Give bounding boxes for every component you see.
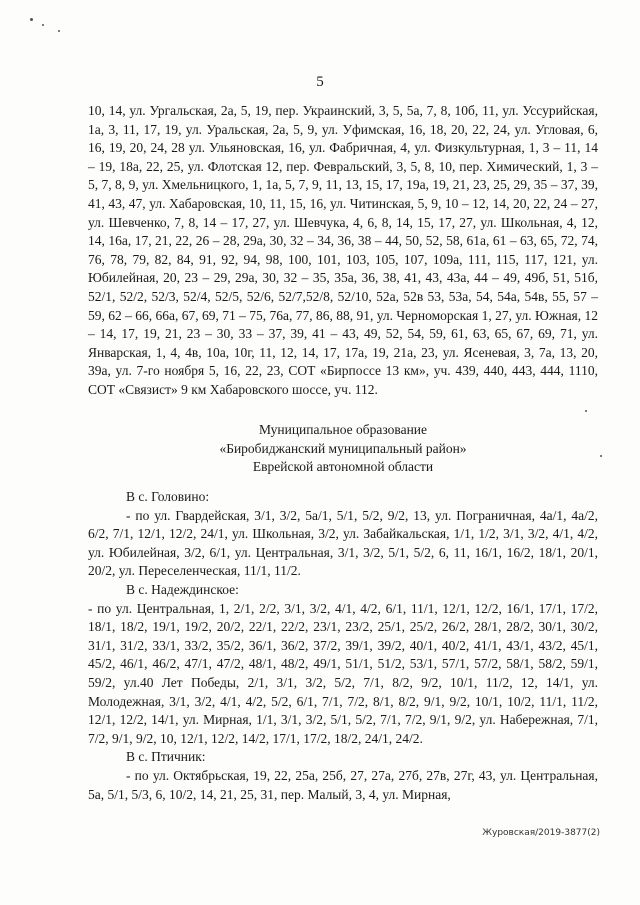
section-heading: [88, 421, 598, 477]
nadezhdenskoe-title: В с. Надеждинское:: [126, 581, 239, 597]
settlements-list: [88, 488, 598, 804]
paragraph-streets: 10, 14, ул. Ургальская, 2а, 5, 19, пер. Украинский, 3, 5, 5а, 7, 8, 10б, 11, ул. Уссурийская, 1а, 3, 11, 17, 19, ул. Уральская, 2а, 5, 9, ул. Уфимская, 16, 18, 20, 22, 24, ул. Угловая, 6, 16, 19, 20, 24, 28 ул. Ульяновская, 16, ул. Фабричная, 4, ул. Физкультурная, 1, 3 – 11, 14 – 19, 18а, 22, 25, ул. Флотская 12, пер. Февральский, 3, 5, 8, 10, пер. Химический, 1, 3 –5, 7, 8, 9, ул. Хмельницкого, 1, 1а, 5, 7, 9, 11, 13, 15, 17, 19а, 19, 21, 23, 25, 29, 35 – 37, 39, 41, 43, 47, ул. Хабаровская, 10, 11, 15, 16, ул. Читинская, 5, 9, 10 – 12, 14, 20, 22, 24 – 27, ул. Шевченко, 7, 8, 14 – 17, 27, ул. Шевчука, 4, 6, 8, 14, 15, 17, 27, ул. Школьная, 4, 12, 14, 16а, 17, 21, 22, 26 – 28, 29а, 30, 32 – 34, 36, 38 – 44, 50, 52, 58, 61а, 61 – 63, 65, 72, 74, 76, 78, 79, 82, 84, 91, 92, 94, 98, 100, 101, 103, 105, 107, 109а, 111, 115, 117, 121, ул. Юбилейная, 20, 23 – 29, 29а, 30, 32 – 35, 35а, 36, 38, 41, 43, 43а, 44 – 49, 49б, 51, 51б, 52/1, 52/2, 52/3, 52/4, 52/5, 52/6, 52/7,52/8, 52/10, 52а, 52в 53, 53а, 54, 54а, 54в, 55, 57 – 59, 62 – 66, 66а, 67, 69, 71 – 75, 76а, 77, 86, 88, 91, ул. Черноморская 1, 27, ул. Южная, 12 – 14, 17, 19, 21, 23 – 30, 33 – 37, 39, 41 – 43, 49, 52, 54, 59, 61, 63, 65, 67, 69, 71, ул. Январская, 1, 4, 4в, 10а, 10г, 11, 12, 14, 17, 17а, 19, 21а, 23, ул. Ясеневая, 3, 7а, 13, 20, 39а, ул. 7-го ноября 5, 16, 22, 23, СОТ «Бирпоссе 13 км», уч. 439, 440, 443, 444, 1110, СОТ «Связист» 9 км Хабаровского шоссе, уч. 112.: [88, 103, 599, 397]
heading-line-2: «Биробиджанский муниципальный район»: [219, 440, 467, 456]
nadezhdenskoe-text: - по ул. Центральная, 1, 2/1, 2/2, 3/1, 3/2, 4/1, 4/2, 6/1, 11/1, 12/1, 12/2, 16/1, 17/1, 17/2, 18/1, 18/2, 19/1, 19/2, 20/2, 22/1, 22/2, 23/1, 23/2, 25/1, 25/2, 26/2, 28/1, 28/2, 30/1, 30/2, 31/1, 31/2, 33/1, 33/2, 35/2, 36/1, 36/2, 37/2, 39/1, 39/2, 40/1, 40/2, 41/1, 43/1, 43/2, 45/1, 45/2, 46/1, 46/2, 47/1, 47/2, 48/1, 48/2, 49/1, 51/1, 51/2, 53/1, 57/1, 57/2, 58/1, 58/2, 59/1, 59/2, ул.40 Лет Победы, 2/1, 3/1, 3/2, 5/2, 7/1, 8/2, 9/2, 10/1, 11/2, 12, 14/1, ул. Молодежная, 3/1, 3/2, 4/1, 4/2, 5/2, 6/1, 7/1, 7/2, 8/1, 8/2, 9/1, 9/2, 10/1, 10/2, 11/1, 11/2, 12/1, 12/2, 14/1, ул. Мирная, 1/1, 3/1, 3/2, 5/1, 5/2, 7/1, 7/2, 9/1, 9/2, ул. Набережная, 7/1, 7/2, 9/1, 9/2, 10, 12/1, 12/2, 14/2, 17/1, 17/2, 18/2, 24/1, 24/2.: [88, 600, 598, 746]
heading-line-3: Еврейской автономной области: [252, 459, 434, 475]
page-number: 5: [316, 74, 324, 90]
scan-speck: [30, 18, 33, 21]
golovino-text: - по ул. Гвардейская, 3/1, 3/2, 5а/1, 5/1, 5/2, 9/2, 13, ул. Пограничная, 4а/1, 4а/2, 6/2, 7/1, 12/1, 12/2, 24/1, ул. Школьная, 3/2, ул. Забайкальская, 1/1, 1/2, 3/1, 3/2, 4/1, 4/2, ул. Юбилейная, 3/2, 6/1, ул. Центральная, 3/1, 3/2, 5/1, 5/2, 6, 11, 16/1, 16/2, 18/1, 20/1, 20/2, ул. Переселенческая, 11/1, 11/2.: [88, 507, 598, 579]
street-list-continued: [88, 102, 598, 400]
golovino-title: В с. Головино:: [126, 489, 210, 504]
document-reference: Журовская/2019-3877(2): [482, 828, 600, 838]
ptichnik-text: - по ул. Октябрьская, 19, 22, 25а, 25б, 27, 27а, 27б, 27в, 27г, 43, ул. Центральная, 5а, 5/1, 5/3, 6, 10/2, 14, 21, 25, 31, пер. Малый, 3, 4, ул. Мирная,: [88, 767, 598, 802]
scan-speck: [600, 455, 602, 457]
scan-speck: [42, 24, 44, 26]
scan-speck: [585, 410, 587, 412]
ptichnik-title: В с. Птичник:: [126, 749, 206, 765]
scan-speck: [58, 30, 60, 32]
heading-line-1: Муниципальное образование: [258, 422, 428, 437]
